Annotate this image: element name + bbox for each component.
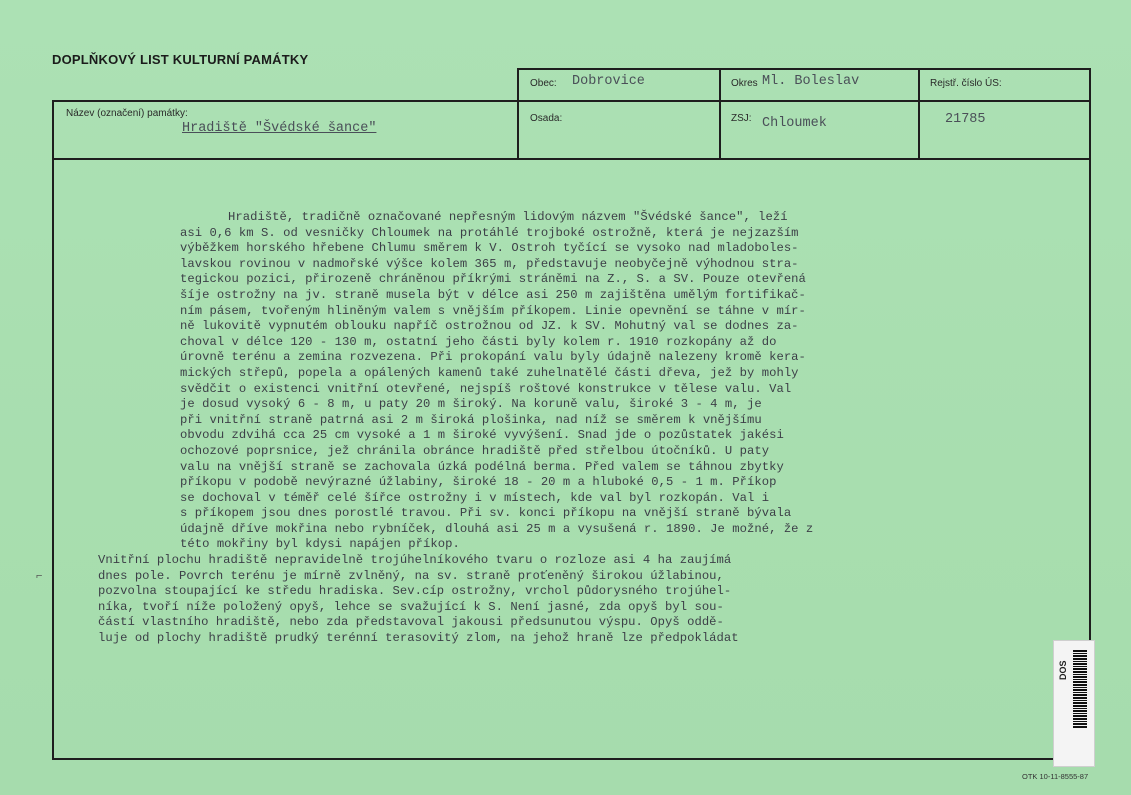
frame-bottom-border [52,758,1091,760]
nazev-value: Hradiště "Švédské šance" [182,121,377,136]
barcode-label: DOS [1058,660,1068,680]
zsj-value: Chloumek [762,116,827,131]
osada-label: Osada: [530,113,563,124]
text-line: výběžkem horského hřebene Chlumu směrem k V. Ostroh tyčící se vysoko nad mladoboles- [180,241,799,256]
rejstr-label: Rejstř. číslo ÚS: [930,78,1002,89]
header-divider-3 [918,68,920,160]
header-top-border [517,68,1091,70]
text-line: šíje ostrožny na jv. straně musela být v délce asi 250 m zajištěna umělým fortifikač- [180,287,806,302]
text-line: dnes pole. Povrch terénu je mírně zvlněný, na sv. straně proťeněný širokou úžlabinou, [98,568,724,583]
text-line: asi 0,6 km S. od vesničky Chloumek na protáhlé trojboké ostrožně, která je nejzazším [180,225,799,240]
text-line: příkopu v podobě nevýrazné úžlabiny, široké 18 - 20 m a hluboké 0,5 - 1 m. Příkop [180,475,777,490]
obec-label: Obec: [530,78,557,89]
text-line: této mokřiny byl kdysi napájen příkop. [180,537,460,552]
text-line: částí vlastního hradiště, nebo zda představoval jakousi předsunutou výspu. Opyš oddě- [98,615,724,630]
description-text [98,210,1050,647]
text-line: mických střepů, popela a opálených kamenů také zuhelnatělé části dřeva, jež by mohly [180,365,799,380]
text-line: úrovně terénu a zemina rozvezena. Při prokopání valu byly údajně nalezeny kromě kera- [180,350,806,365]
nazev-label: Název (označení) památky: [66,108,188,119]
text-line: ním pásem, tvořeným hliněným valem s vnějším příkopem. Linie opevnění se táhne v mír- [180,303,806,318]
text-line: údajně dříve mokřina nebo rybníček, dlouhá asi 25 m a vysušená r. 1890. Je možné, že z [180,521,814,536]
obec-value: Dobrovice [572,74,645,89]
text-line: tegickou pozici, přirozeně chráněnou příkrými stráněmi na Z., S. a SV. Pouze otevřená [180,272,806,287]
text-line: s příkopem jsou dnes porostlé travou. Při sv. konci příkopu na vnější straně bývala [180,506,792,521]
footer-code: OTK 10-11-8555-87 [1022,772,1089,781]
text-line: lavskou rovinou v nadmořské výšce kolem 365 m, představuje neobyčejně výhodnou stra- [180,256,799,271]
text-line: svědčit o existenci vnitřní otevřené, nejspíš roštové konstrukce v tělese valu. Val [180,381,792,396]
okres-label: Okres [731,78,758,89]
text-line: luje od plochy hradiště prudký terénní terasovitý zlom, na jehož hraně lze předpokládat [98,631,739,646]
text-line: pozvolna stoupající ke středu hradiska. Sev.cíp ostrožny, vrchol půdorysného trojúhel- [98,584,732,599]
text-line: níka, tvoří níže položený opyš, lehce se svažující k S. Není jasné, zda opyš byl sou- [98,599,724,614]
text-line: choval v délce 120 - 130 m, ostatní jeho části byly kolem r. 1910 rozkopány až do [180,334,777,349]
margin-mark: ⌐ [36,570,43,582]
header-divider-2 [719,68,721,160]
zsj-label: ZSJ: [731,113,752,124]
text-line: valu na vnější straně se zachovala úzká podélná berma. Před valem se táhnou zbytky [180,459,784,474]
text-line: Vnitřní plochu hradiště nepravidelně trojúhelníkového tvaru o rozloze asi 4 ha zaujímá [98,553,732,568]
header-middle-border [52,100,1091,102]
barcode-icon [1073,650,1087,758]
text-line: ochozové poprsnice, jež chránila obránce hradiště před střelbou útočníků. U paty [180,443,770,458]
text-line: je dosud vysoký 6 - 8 m, u paty 20 m široký. Na koruně valu, široké 3 - 4 m, je [180,397,762,412]
header-divider-1 [517,68,519,160]
text-line: se dochoval v téměř celé šířce ostrožny i v místech, kde val byl rozkopán. Val i [180,490,770,505]
text-line: obvodu zdvihá cca 25 cm vysoké a 1 m široké vyvýšení. Snad jde o pozůstatek jakési [180,428,784,443]
text-line: Hradiště, tradičně označované nepřesným lidovým názvem "Švédské šance", leží [228,210,788,224]
sheet-title: DOPLŇKOVÝ LIST KULTURNÍ PAMÁTKY [52,52,309,67]
text-line: při vnitřní straně patrná asi 2 m široká plošinka, nad níž se směrem k vnějšímu [180,412,762,427]
text-line: ně lukovitě vypnutém oblouku napříč ostrožnou od JZ. k SV. Mohutný val se dodnes za- [180,319,799,334]
rejstr-value: 21785 [945,112,986,127]
frame-left-border [52,100,54,760]
okres-value: Ml. Boleslav [762,74,860,89]
header-bottom-border [52,158,1091,160]
